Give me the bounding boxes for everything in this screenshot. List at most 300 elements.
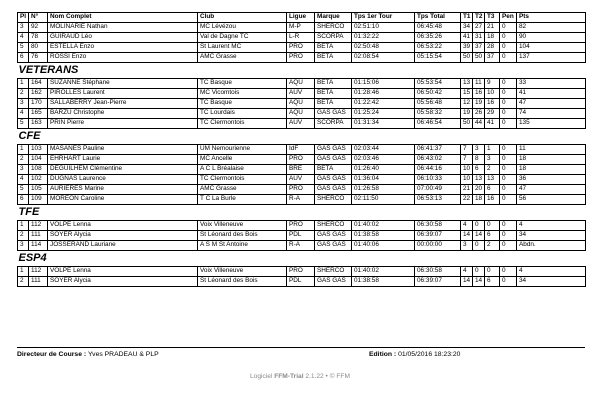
table-cell: 3 <box>18 241 29 251</box>
table-cell: St Léonard des Bois <box>198 231 287 241</box>
column-header: Marque <box>315 13 352 23</box>
table-cell: 20 <box>473 185 485 195</box>
table-cell: 06:43:02 <box>415 155 461 165</box>
table-cell: 5 <box>18 43 29 53</box>
table-cell: 165 <box>29 109 48 119</box>
table-cell: 01:36:04 <box>352 175 415 185</box>
table-cell: GAS GAS <box>315 175 352 185</box>
table-row <box>18 53 586 63</box>
table-cell: IdF <box>287 145 315 155</box>
table-cell: 14 <box>461 277 473 287</box>
category-heading-row <box>18 205 586 221</box>
edition-value: 01/05/2016 18:23:20 <box>398 351 461 358</box>
results-sheet <box>17 12 585 287</box>
table-cell: 33 <box>517 79 586 89</box>
table-cell: 01:38:58 <box>352 231 415 241</box>
table-cell: TC Basque <box>198 79 287 89</box>
table-cell: 2 <box>485 165 500 175</box>
table-cell: 2 <box>485 241 500 251</box>
table-cell: 80 <box>29 43 48 53</box>
table-cell: 56 <box>517 195 586 205</box>
table-cell: 6 <box>485 231 500 241</box>
table-row <box>18 89 586 99</box>
category-heading: TFE <box>18 205 586 221</box>
table-cell: 10 <box>461 175 473 185</box>
table-cell: 13 <box>473 175 485 185</box>
table-cell: 1 <box>18 267 29 277</box>
table-cell: 05:53:54 <box>415 79 461 89</box>
table-cell: 14 <box>461 231 473 241</box>
table-cell: 15 <box>461 89 473 99</box>
table-cell: 135 <box>517 119 586 129</box>
table-cell: 2 <box>18 231 29 241</box>
footer <box>17 347 585 362</box>
table-cell: 01:15:06 <box>352 79 415 89</box>
table-cell: 34 <box>517 277 586 287</box>
table-cell: 5 <box>18 119 29 129</box>
table-cell: 3 <box>18 99 29 109</box>
table-cell: 112 <box>29 221 48 231</box>
table-cell: 82 <box>517 23 586 33</box>
table-cell: 0 <box>500 89 517 99</box>
table-cell: 29 <box>485 109 500 119</box>
table-cell: SALLABERRY Jean-Pierre <box>48 99 198 109</box>
table-cell: 4 <box>461 267 473 277</box>
table-cell: 16 <box>485 195 500 205</box>
table-cell: 05:58:32 <box>415 109 461 119</box>
table-cell: 3 <box>18 165 29 175</box>
table-cell: 01:22:42 <box>352 99 415 109</box>
table-cell: 6 <box>473 165 485 175</box>
table-cell: TC Clermontois <box>198 119 287 129</box>
table-cell: 6 <box>18 195 29 205</box>
table-cell: MOLINARIE Nathan <box>48 23 198 33</box>
table-cell: 1 <box>18 79 29 89</box>
table-cell: 21 <box>461 185 473 195</box>
table-cell: 102 <box>29 175 48 185</box>
column-header: N° <box>29 13 48 23</box>
table-cell: 0 <box>473 241 485 251</box>
table-cell: PRO <box>287 221 315 231</box>
table-cell: GAS GAS <box>315 145 352 155</box>
table-cell: 39 <box>461 43 473 53</box>
table-cell: 06:50:42 <box>415 89 461 99</box>
table-cell: 2 <box>18 155 29 165</box>
course-director-label: Directeur de Course : <box>17 351 89 358</box>
table-cell: 0 <box>500 221 517 231</box>
table-cell: AUV <box>287 89 315 99</box>
column-header: Nom Complet <box>48 13 198 23</box>
table-cell: T C La Burle <box>198 195 287 205</box>
table-cell: 1 <box>485 145 500 155</box>
table-cell: 19 <box>461 109 473 119</box>
table-cell: BETA <box>315 89 352 99</box>
table-row <box>18 99 586 109</box>
table-cell: 47 <box>517 99 586 109</box>
table-cell: 74 <box>517 109 586 119</box>
edition-timestamp <box>369 351 460 358</box>
table-row <box>18 43 586 53</box>
table-cell: SHERCO <box>315 267 352 277</box>
table-cell: ESTELLA Enzo <box>48 43 198 53</box>
table-cell: 0 <box>500 175 517 185</box>
edition-label: Edition : <box>369 351 399 358</box>
table-cell: SUZANNE Stéphane <box>48 79 198 89</box>
table-cell: 13 <box>485 175 500 185</box>
table-cell: 02:08:54 <box>352 53 415 63</box>
table-cell: R-A <box>287 241 315 251</box>
table-cell: Val de Dagne TC <box>198 33 287 43</box>
table-cell: 41 <box>517 89 586 99</box>
table-cell: 28 <box>485 43 500 53</box>
table-cell: 109 <box>29 195 48 205</box>
table-cell: GAS GAS <box>315 185 352 195</box>
table-cell: 76 <box>29 53 48 63</box>
table-cell: MC Vicomtois <box>198 89 287 99</box>
category-heading: CFE <box>18 129 586 145</box>
table-row <box>18 175 586 185</box>
table-cell: MOREON Caroline <box>48 195 198 205</box>
table-cell: 06:30:58 <box>415 267 461 277</box>
table-cell: GAS GAS <box>315 109 352 119</box>
table-cell: MC Ancelle <box>198 155 287 165</box>
table-cell: M-P <box>287 23 315 33</box>
table-cell: 01:25:24 <box>352 109 415 119</box>
table-cell: 13 <box>461 79 473 89</box>
table-cell: PRO <box>287 155 315 165</box>
table-cell: PDL <box>287 231 315 241</box>
table-cell: 11 <box>473 79 485 89</box>
header-row <box>18 13 586 23</box>
table-cell: 1 <box>18 145 29 155</box>
category-heading: VETERANS <box>18 63 586 79</box>
course-director <box>17 351 159 358</box>
table-cell: PRO <box>287 267 315 277</box>
table-cell: SHERCO <box>315 221 352 231</box>
table-cell: 18 <box>485 33 500 43</box>
table-cell: PRO <box>287 43 315 53</box>
table-cell: 06:53:22 <box>415 43 461 53</box>
table-cell: 6 <box>18 53 29 63</box>
table-cell: 6 <box>485 277 500 287</box>
table-cell: 1 <box>18 221 29 231</box>
table-cell: 0 <box>500 267 517 277</box>
table-cell: 02:03:44 <box>352 145 415 155</box>
table-cell: 162 <box>29 89 48 99</box>
table-cell: DUGNAS Laurence <box>48 175 198 185</box>
table-cell: VOLPE Lenna <box>48 267 198 277</box>
table-cell: 31 <box>473 33 485 43</box>
table-cell: BETA <box>315 53 352 63</box>
table-cell: 27 <box>473 23 485 33</box>
table-row <box>18 33 586 43</box>
table-cell: TC Basque <box>198 99 287 109</box>
table-cell: 34 <box>517 231 586 241</box>
table-cell: SOYER Alycia <box>48 231 198 241</box>
table-cell: PDL <box>287 277 315 287</box>
table-cell: 06:10:33 <box>415 175 461 185</box>
table-cell: AQU <box>287 99 315 109</box>
table-cell: 111 <box>29 231 48 241</box>
table-cell: 37 <box>473 43 485 53</box>
software-credit <box>0 373 600 380</box>
table-cell: 22 <box>461 195 473 205</box>
table-cell: 7 <box>461 145 473 155</box>
table-cell: GUIRAUD Léo <box>48 33 198 43</box>
table-row <box>18 145 586 155</box>
table-cell: 18 <box>517 155 586 165</box>
table-cell: 0 <box>485 267 500 277</box>
table-cell: 105 <box>29 185 48 195</box>
table-cell: PRO <box>287 53 315 63</box>
table-cell: 0 <box>500 33 517 43</box>
table-cell: AUV <box>287 119 315 129</box>
table-cell: VOLPE Lenna <box>48 221 198 231</box>
column-header: T2 <box>473 13 485 23</box>
column-header: Pl <box>18 13 29 23</box>
table-cell: BETA <box>315 43 352 53</box>
table-cell: 78 <box>29 33 48 43</box>
table-cell: L-R <box>287 33 315 43</box>
table-cell: AQU <box>287 79 315 89</box>
table-cell: AMC Grasse <box>198 185 287 195</box>
table-cell: 114 <box>29 241 48 251</box>
table-cell: 06:39:07 <box>415 231 461 241</box>
table-row <box>18 231 586 241</box>
table-cell: 10 <box>461 165 473 175</box>
table-cell: 06:30:58 <box>415 221 461 231</box>
table-cell: Voix Villeneuve <box>198 267 287 277</box>
table-cell: 07:00:49 <box>415 185 461 195</box>
table-cell: 0 <box>500 99 517 109</box>
table-cell: MASANES Pauline <box>48 145 198 155</box>
table-cell: EHRHART Laurie <box>48 155 198 165</box>
table-cell: 01:28:46 <box>352 89 415 99</box>
table-row <box>18 79 586 89</box>
column-header: Pts <box>517 13 586 23</box>
table-cell: 01:26:58 <box>352 185 415 195</box>
table-cell: 0 <box>500 165 517 175</box>
table-cell: 41 <box>461 33 473 43</box>
table-cell: AURIERES Marine <box>48 185 198 195</box>
table-cell: 103 <box>29 145 48 155</box>
table-cell: 18 <box>517 165 586 175</box>
table-cell: 9 <box>485 79 500 89</box>
table-cell: 5 <box>18 185 29 195</box>
table-cell: 10 <box>485 89 500 99</box>
table-cell: 0 <box>500 119 517 129</box>
table-cell: 50 <box>461 119 473 129</box>
category-heading-row <box>18 251 586 267</box>
table-cell: 4 <box>18 175 29 185</box>
software-name: FFM-Trial <box>274 373 304 380</box>
table-cell: 34 <box>461 23 473 33</box>
table-cell: PIROLLES Laurent <box>48 89 198 99</box>
table-cell: AMC Grasse <box>198 53 287 63</box>
table-cell: 90 <box>517 33 586 43</box>
table-cell: 3 <box>485 155 500 165</box>
table-cell: GAS GAS <box>315 231 352 241</box>
table-cell: 02:11:50 <box>352 195 415 205</box>
table-cell: SOYER Alycia <box>48 277 198 287</box>
table-cell: 0 <box>473 267 485 277</box>
table-cell: BETA <box>315 165 352 175</box>
table-cell: 170 <box>29 99 48 109</box>
table-cell: St Léonard des Bois <box>198 277 287 287</box>
column-header: Tps Total <box>415 13 461 23</box>
table-cell: 0 <box>500 277 517 287</box>
table-cell: 108 <box>29 165 48 175</box>
table-cell: 12 <box>461 99 473 109</box>
table-cell: 8 <box>473 155 485 165</box>
table-cell: TC Clermontois <box>198 175 287 185</box>
table-cell: 01:26:40 <box>352 165 415 175</box>
software-prefix: Logiciel <box>250 373 275 380</box>
table-cell: 37 <box>485 53 500 63</box>
table-cell: 0 <box>500 185 517 195</box>
software-suffix: 2.1.22 • © FFM <box>303 373 350 380</box>
table-row <box>18 165 586 175</box>
table-cell: ROSSI Enzo <box>48 53 198 63</box>
table-cell: 3 <box>18 23 29 33</box>
table-cell: 4 <box>517 267 586 277</box>
column-header: Ligue <box>287 13 315 23</box>
table-cell: BARZU Christophe <box>48 109 198 119</box>
table-cell: SHERCO <box>315 195 352 205</box>
table-cell: 06:45:48 <box>415 23 461 33</box>
table-cell: 0 <box>500 79 517 89</box>
column-header: Club <box>198 13 287 23</box>
table-cell: 0 <box>500 145 517 155</box>
table-cell: 06:41:37 <box>415 145 461 155</box>
category-heading-row <box>18 129 586 145</box>
table-cell: DEGUILHEM Clémentine <box>48 165 198 175</box>
table-cell: 0 <box>500 109 517 119</box>
table-cell: A C L Bréalaise <box>198 165 287 175</box>
table-cell: SHERCO <box>315 23 352 33</box>
table-cell: GAS GAS <box>315 277 352 287</box>
table-cell: 01:40:02 <box>352 221 415 231</box>
table-cell: 02:03:46 <box>352 155 415 165</box>
table-row <box>18 267 586 277</box>
table-cell: 06:53:13 <box>415 195 461 205</box>
results-table <box>17 12 586 287</box>
table-cell: 0 <box>500 231 517 241</box>
table-cell: 50 <box>473 53 485 63</box>
table-cell: 4 <box>517 221 586 231</box>
table-cell: 163 <box>29 119 48 129</box>
table-cell: 06:35:26 <box>415 33 461 43</box>
table-cell: St Laurent MC <box>198 43 287 53</box>
table-cell: 6 <box>485 185 500 195</box>
table-cell: 19 <box>473 99 485 109</box>
table-cell: BETA <box>315 99 352 109</box>
table-row <box>18 241 586 251</box>
table-cell: PRIN Pierre <box>48 119 198 129</box>
table-cell: 4 <box>18 33 29 43</box>
table-cell: 18 <box>473 195 485 205</box>
table-row <box>18 119 586 129</box>
table-cell: 47 <box>517 185 586 195</box>
category-heading-row <box>18 63 586 79</box>
table-cell: AQU <box>287 109 315 119</box>
table-cell: Voix Villeneuve <box>198 221 287 231</box>
table-cell: 0 <box>500 155 517 165</box>
table-cell: 0 <box>473 221 485 231</box>
table-cell: 26 <box>473 109 485 119</box>
table-cell: 06:39:07 <box>415 277 461 287</box>
table-cell: 06:44:16 <box>415 165 461 175</box>
table-cell: TC Lourdais <box>198 109 287 119</box>
table-row <box>18 23 586 33</box>
table-cell: 0 <box>500 241 517 251</box>
table-cell: 14 <box>473 277 485 287</box>
table-cell: 02:51:10 <box>352 23 415 33</box>
table-cell: Abdn. <box>517 241 586 251</box>
table-cell: 41 <box>485 119 500 129</box>
table-cell: 104 <box>29 155 48 165</box>
course-director-value: Yves PRADEAU & PLP <box>88 351 159 358</box>
table-cell: 111 <box>29 277 48 287</box>
table-cell: 7 <box>461 155 473 165</box>
table-cell: 01:31:34 <box>352 119 415 129</box>
table-cell: 01:40:02 <box>352 267 415 277</box>
table-cell: SCORPA <box>315 119 352 129</box>
table-row <box>18 221 586 231</box>
table-cell: 164 <box>29 79 48 89</box>
table-cell: 16 <box>473 89 485 99</box>
table-cell: BETA <box>315 79 352 89</box>
table-cell: PRO <box>287 185 315 195</box>
table-cell: 0 <box>500 53 517 63</box>
column-header: T1 <box>461 13 473 23</box>
table-cell: 0 <box>500 195 517 205</box>
table-cell: 01:40:06 <box>352 241 415 251</box>
table-cell: SCORPA <box>315 33 352 43</box>
table-cell: 05:56:48 <box>415 99 461 109</box>
table-cell: 50 <box>461 53 473 63</box>
table-cell: 0 <box>500 23 517 33</box>
table-cell: 112 <box>29 267 48 277</box>
table-cell: 16 <box>485 99 500 109</box>
table-row <box>18 109 586 119</box>
table-cell: GAS GAS <box>315 241 352 251</box>
table-cell: 2 <box>18 277 29 287</box>
table-row <box>18 185 586 195</box>
table-cell: 02:50:48 <box>352 43 415 53</box>
table-cell: GAS GAS <box>315 155 352 165</box>
table-cell: 0 <box>500 43 517 53</box>
table-cell: 2 <box>18 89 29 99</box>
column-header: Tps 1er Tour <box>352 13 415 23</box>
table-cell: 4 <box>18 109 29 119</box>
table-cell: 3 <box>473 145 485 155</box>
table-cell: R-A <box>287 195 315 205</box>
category-heading: ESP4 <box>18 251 586 267</box>
table-cell: 104 <box>517 43 586 53</box>
column-header: Pen <box>500 13 517 23</box>
table-cell: UM Nemourienne <box>198 145 287 155</box>
table-cell: 44 <box>473 119 485 129</box>
table-row <box>18 155 586 165</box>
table-cell: 21 <box>485 23 500 33</box>
table-cell: 137 <box>517 53 586 63</box>
table-row <box>18 277 586 287</box>
table-cell: 01:32:22 <box>352 33 415 43</box>
table-cell: 3 <box>461 241 473 251</box>
table-cell: 14 <box>473 231 485 241</box>
table-cell: 92 <box>29 23 48 33</box>
